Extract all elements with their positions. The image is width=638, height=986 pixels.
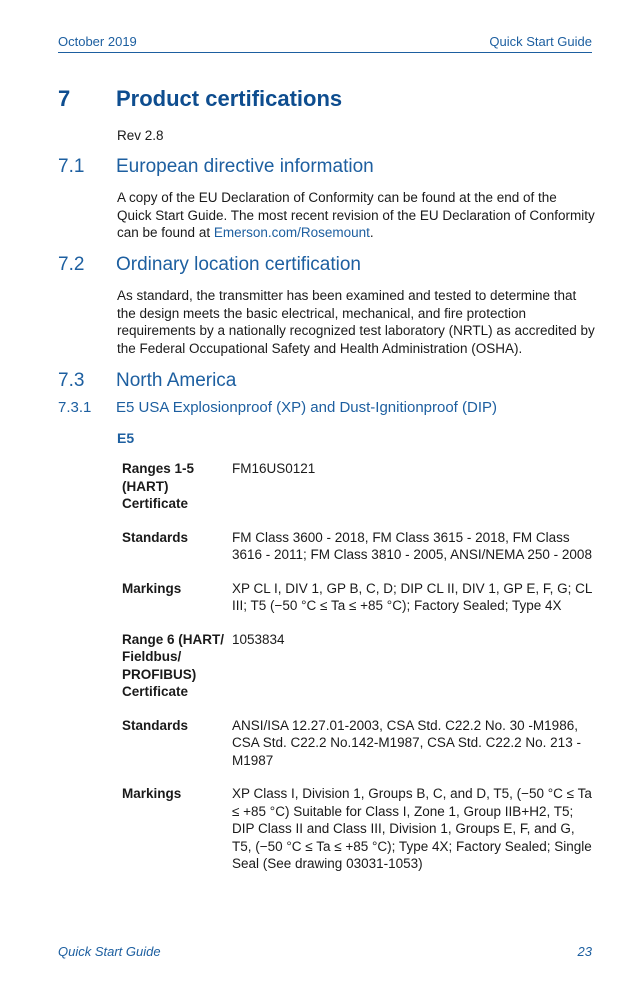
cert-key: Range 6 (HART/ Fieldbus/ PROFIBUS) Certificate — [122, 631, 225, 699]
period: . — [369, 225, 374, 240]
cert-row — [122, 785, 592, 873]
cert-key: Markings — [122, 786, 182, 801]
cert-key: Markings — [122, 580, 182, 596]
section-7-heading — [58, 86, 342, 112]
section-7-1-heading — [58, 156, 374, 178]
section-7-2-text: As standard, the transmitter has been examined and tested to determine that the design meets the basic electrical, mechanical, and fire protection requirements by a nationally recognized test laboratory (NRTL) as accredited by the Federal Occupational Safety and Health Administration (OSHA). — [117, 288, 595, 356]
section-title: Ordinary location certification — [116, 254, 361, 275]
cert-row — [122, 529, 592, 564]
cert-row — [122, 460, 592, 513]
cert-row — [122, 580, 592, 615]
section-7-3-1-heading — [58, 399, 497, 416]
section-7-3-heading — [58, 370, 236, 392]
header-doc-title: Quick Start Guide — [489, 34, 592, 49]
certification-table — [122, 460, 592, 889]
footer-doc-title: Quick Start Guide — [58, 944, 161, 959]
section-title: E5 USA Explosionproof (XP) and Dust-Ignitionproof (DIP) — [116, 399, 498, 416]
header-date: October 2019 — [58, 34, 137, 49]
cert-key: Ranges 1-5 (HART) Certificate — [122, 461, 195, 511]
section-7-1-text — [117, 189, 595, 242]
section-number: 7.3.1 — [58, 399, 92, 416]
cert-row — [122, 631, 592, 701]
cert-key: Standards — [122, 529, 189, 545]
section-number: 7 — [58, 86, 71, 111]
cert-value: XP CL I, DIV 1, GP B, C, D; DIP CL II, DIV 1, GP E, F, G; CL III; T5 (−50 °C ≤ Ta ≤ +85 °C); Factory Sealed; Type 4X — [232, 580, 592, 613]
e5-label: E5 — [117, 430, 135, 446]
cert-value: FM16US0121 — [232, 461, 316, 476]
section-number: 7.1 — [58, 156, 85, 177]
cert-value: 1053834 — [232, 631, 285, 647]
section-title: North America — [116, 370, 237, 391]
page-number: 23 — [577, 944, 592, 959]
paragraph-text: A copy of the EU Declaration of Conformity can be found at the end of the Quick Start Guide. The most recent revision of the EU Declaration of Conformity can be found at — [117, 190, 595, 240]
section-number: 7.3 — [58, 370, 85, 391]
page-footer — [58, 944, 592, 959]
cert-value: XP Class I, Division 1, Groups B, C, and D, T5, (−50 °C ≤ Ta ≤ +85 °C) Suitable for Class I, Zone 1, Group IIB+H2, T5; DIP Class II and Class III, Division 1, Groups E, F, and G, T5, (−50 °C ≤ Ta ≤ +85 °C); Type 4X; Factory Sealed; Single Seal (See drawing 03031-1053) — [232, 786, 592, 871]
revision-text: Rev 2.8 — [117, 128, 164, 143]
section-title: Product certifications — [116, 86, 343, 111]
page-header — [58, 34, 592, 53]
section-number: 7.2 — [58, 254, 85, 275]
section-7-2-heading — [58, 254, 361, 276]
cert-key: Standards — [122, 717, 189, 733]
cert-value: ANSI/ISA 12.27.01-2003, CSA Std. C22.2 No. 30 -M1986, CSA Std. C22.2 No.142-M1987, CSA Std. C22.2 No. 213 - M1987 — [232, 717, 581, 768]
section-title: European directive information — [116, 156, 374, 177]
cert-value: FM Class 3600 - 2018, FM Class 3615 - 2018, FM Class 3616 - 2011; FM Class 3810 - 2005, ANSI/NEMA 250 - 2008 — [232, 529, 592, 562]
cert-row — [122, 717, 592, 770]
emerson-link[interactable]: Emerson.com/Rosemount — [213, 225, 370, 240]
